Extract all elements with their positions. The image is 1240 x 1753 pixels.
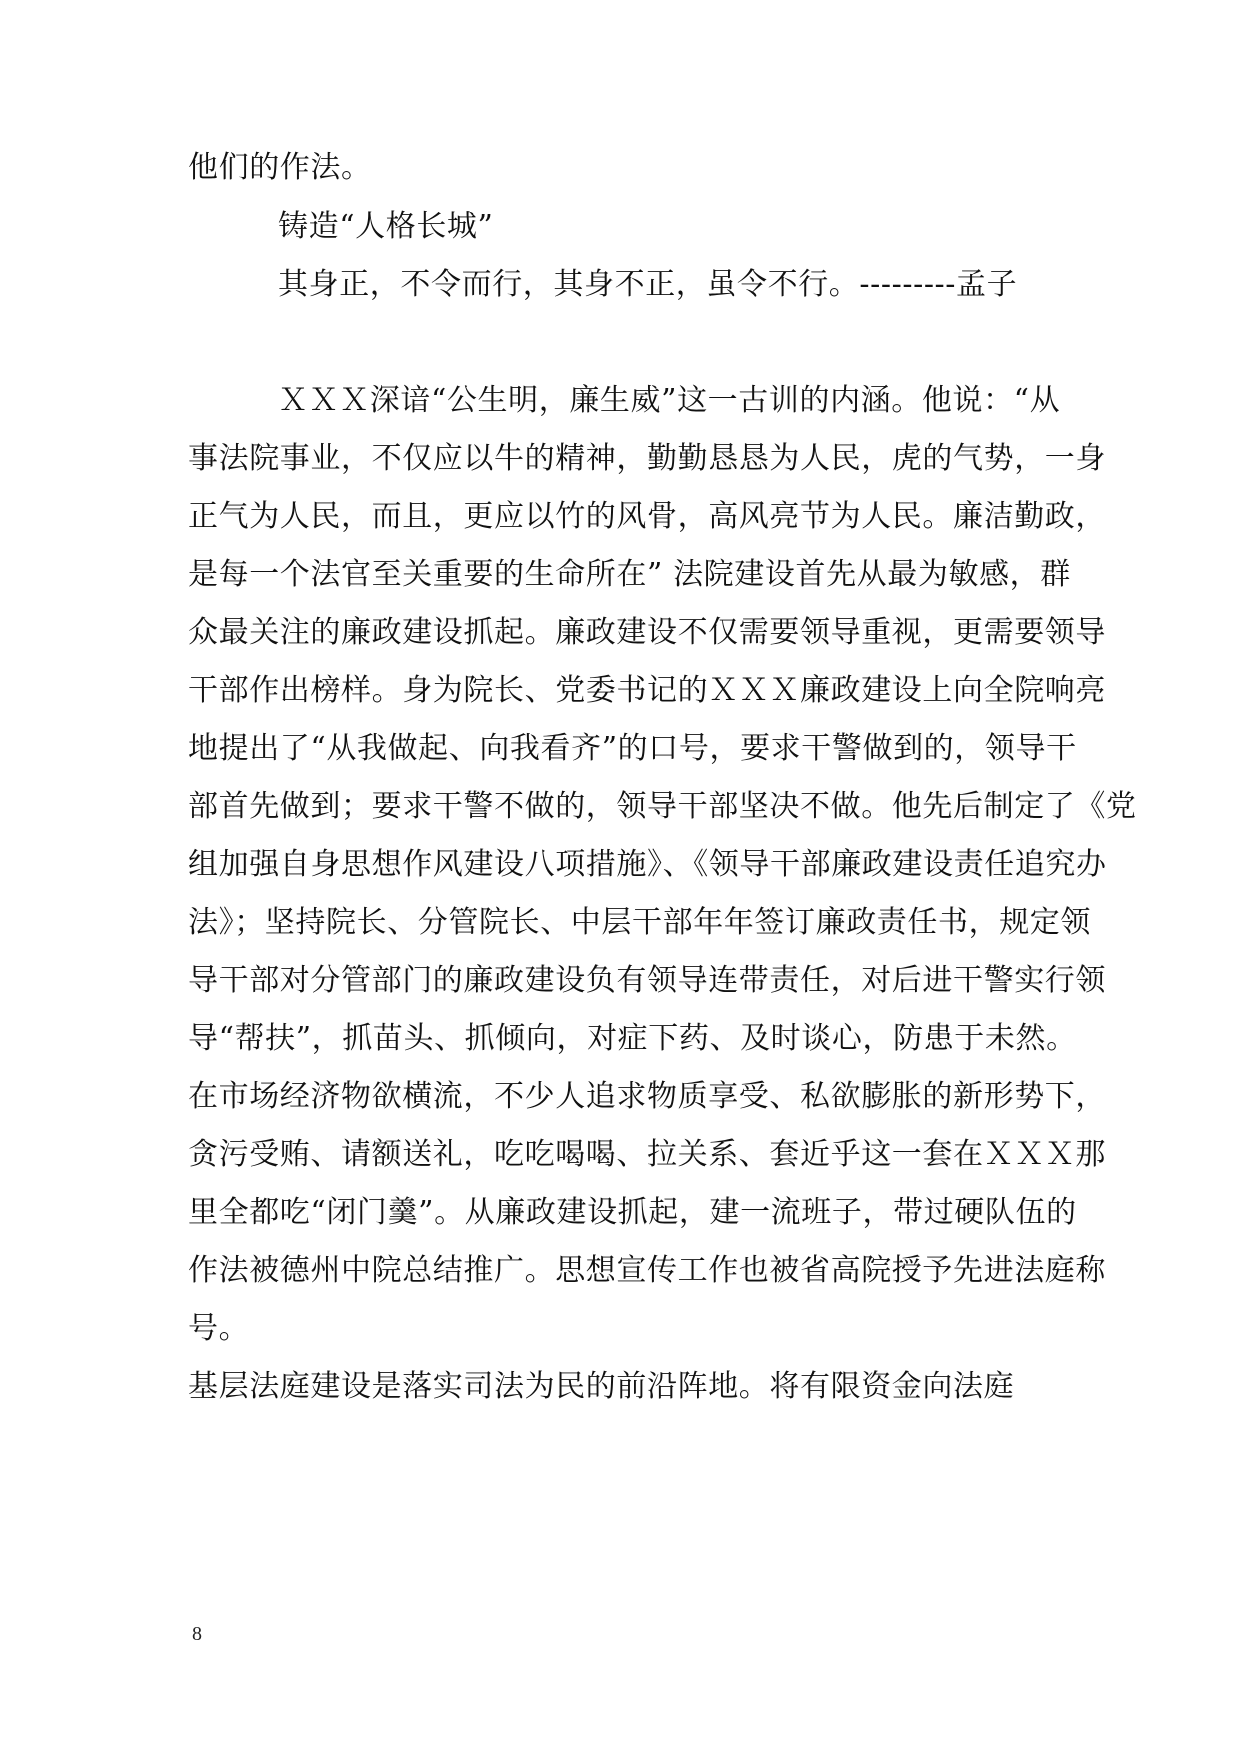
- page-number: 8: [192, 1623, 202, 1645]
- paragraph-line: 众最关注的廉政建设抓起。廉政建设不仅需要领导重视，更需要领导: [188, 615, 1106, 650]
- paragraph-line: 组加强自身思想作风建设八项措施》、《领导干部廉政建设责任追究办: [188, 847, 1107, 882]
- paragraph-line: 是每一个法官至关重要的生命所在” 法院建设首先从最为敏感，群: [188, 557, 1071, 592]
- paragraph-line: 干部作出榜样。身为院长、党委书记的ＸＸＸ廉政建设上向全院响亮: [188, 673, 1106, 708]
- paragraph-line: 事法院事业，不仅应以牛的精神，勤勤恳恳为人民，虎的气势，一身: [188, 441, 1106, 476]
- paragraph-line: 作法被德州中院总结推广。思想宣传工作也被省高院授予先进法庭称: [188, 1253, 1106, 1288]
- paragraph-line: 里全都吃“闭门羹”。从廉政建设抓起，建一流班子，带过硬队伍的: [188, 1195, 1077, 1230]
- paragraph-line: 法》；坚持院长、分管院长、中层干部年年签订廉政责任书，规定领: [188, 905, 1091, 940]
- epigraph-quote: 其身正，不令而行，其身不正，虽令不行。---------孟子: [278, 267, 1018, 302]
- paragraph-line: 导干部对分管部门的廉政建设负有领导连带责任，对后进干警实行领: [188, 963, 1106, 998]
- paragraph-line: 正气为人民，而且，更应以竹的风骨，高风亮节为人民。廉洁勤政，: [188, 499, 1106, 534]
- paragraph-line: 基层法庭建设是落实司法为民的前沿阵地。将有限资金向法庭: [188, 1369, 1015, 1404]
- paragraph-line: 在市场经济物欲横流，不少人追求物质享受、私欲膨胀的新形势下，: [188, 1079, 1106, 1114]
- paragraph-line: 贪污受贿、请额送礼，吃吃喝喝、拉关系、套近乎这一套在ＸＸＸ那: [188, 1137, 1106, 1172]
- paragraph-line-continuation: 他们的作法。: [188, 150, 372, 185]
- paragraph-line: 地提出了“从我做起、向我看齐”的口号，要求干警做到的，领导干: [188, 731, 1077, 766]
- paragraph-line: ＸＸＸ深谙“公生明，廉生威”这一古训的内涵。他说：“从: [278, 383, 1061, 418]
- paragraph-line: 部首先做到；要求干警不做的，领导干部坚决不做。他先后制定了《党: [188, 789, 1137, 824]
- paragraph-line: 导“帮扶”，抓苗头、抓倾向，对症下药、及时谈心，防患于未然。: [188, 1021, 1077, 1056]
- section-heading: 铸造“人格长城”: [278, 209, 494, 244]
- paragraph-line: 号。: [188, 1311, 250, 1346]
